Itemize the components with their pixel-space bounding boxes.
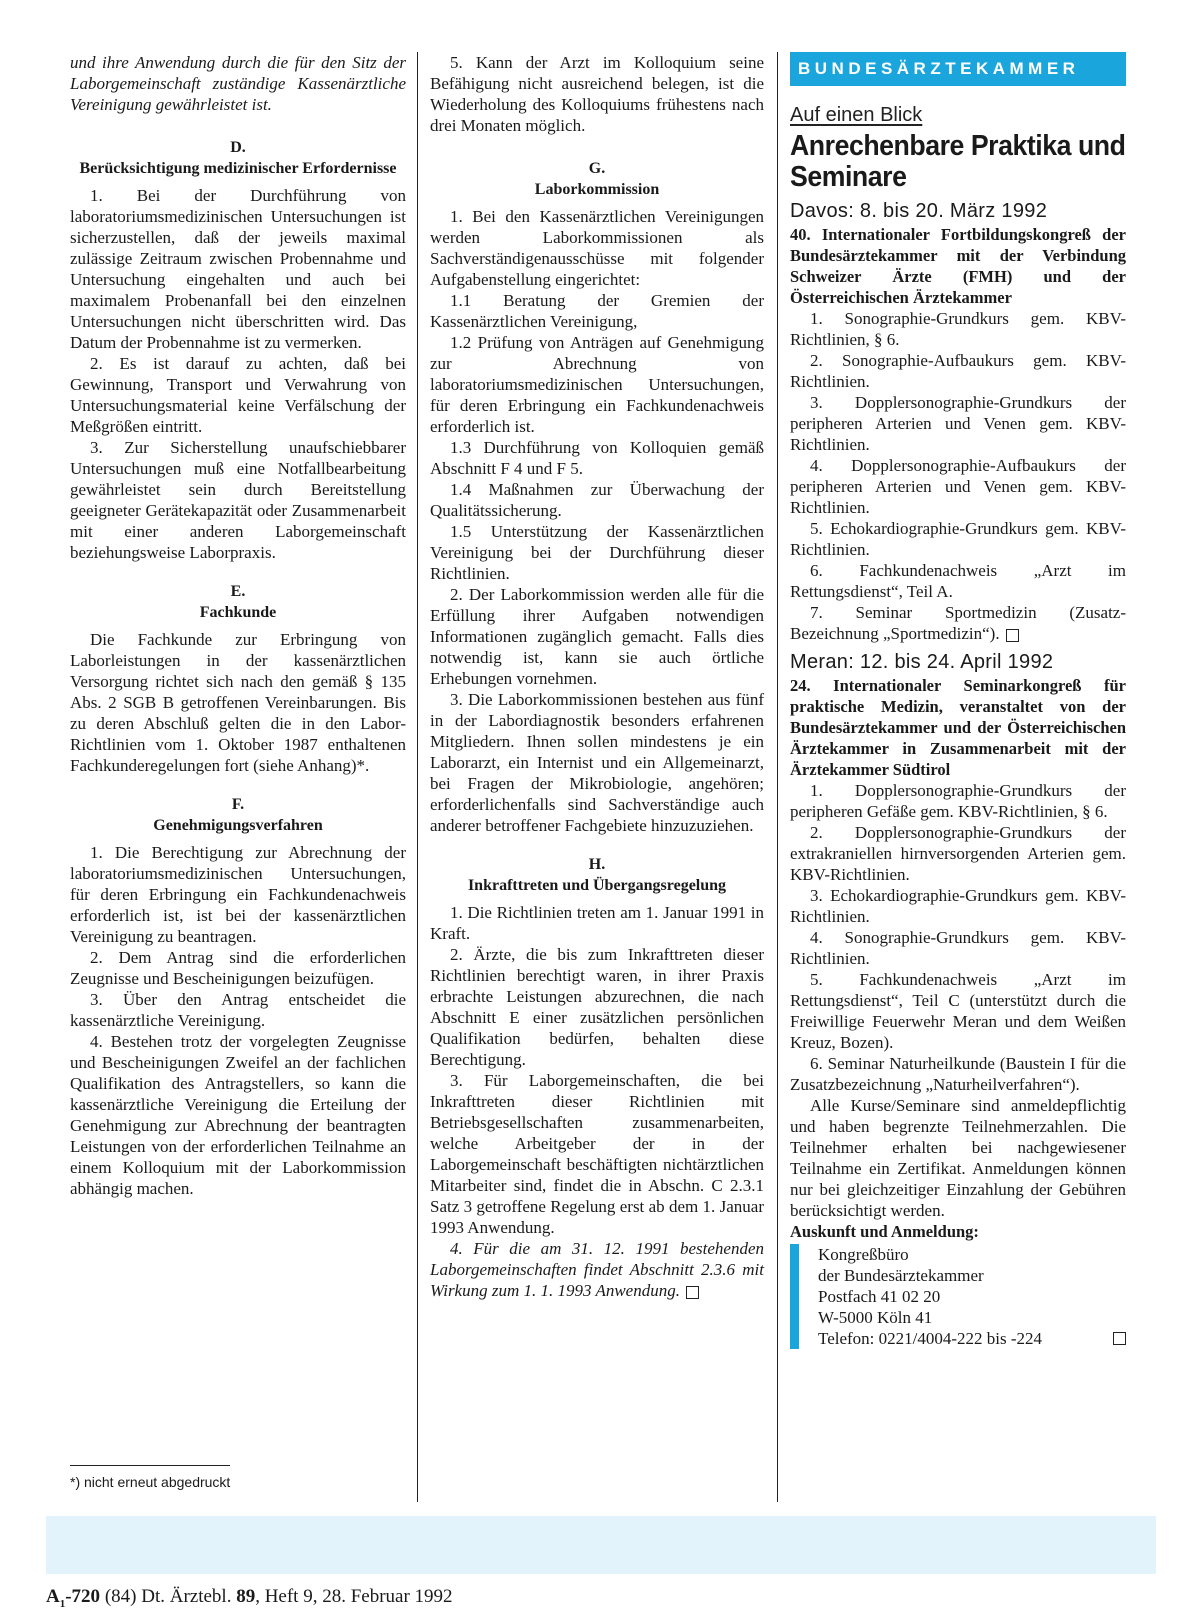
list-item: 6. Seminar Naturheilkunde (Baustein I für die Zusatzbezeichnung „Naturheilverfahren“). — [790, 1054, 1126, 1094]
paragraph: 1. Bei den Kassenärztlichen Vereinigungen werden Laborkommissionen als Sachverständigenausschüsse mit folgender Aufgabenstellung eingerichtet: — [430, 207, 764, 289]
contact-line: Postfach 41 02 20 — [818, 1287, 941, 1306]
list-item: 1. Dopplersonographie-Grundkurs der peripheren Gefäße gem. KBV-Richtlinien, § 6. — [790, 781, 1126, 821]
paragraph: 1.5 Unterstützung der Kassenärztlichen Vereinigung bei der Durchführung dieser Richtlinien. — [430, 522, 764, 583]
end-mark-icon — [686, 1286, 699, 1299]
list-item: 4. Sonographie-Grundkurs gem. KBV-Richtlinien. — [790, 928, 1126, 968]
list-item: 3. Echokardiographie-Grundkurs gem. KBV-Richtlinien. — [790, 886, 1126, 926]
section-banner: BUNDESÄRZTEKAMMER — [790, 52, 1126, 86]
end-mark-icon — [1006, 629, 1019, 642]
contact-line — [818, 1328, 1126, 1349]
page-footer — [46, 1586, 453, 1610]
section-title: Genehmigungsverfahren — [153, 817, 323, 834]
end-mark-icon — [1113, 1332, 1126, 1345]
section-e-heading — [70, 581, 406, 623]
page-number: -720 — [65, 1586, 101, 1607]
column-1 — [70, 52, 406, 1199]
paragraph: 2. Es ist darauf zu achten, daß bei Gewinnung, Transport und Verwahrung von Untersuchungsmaterial keine Verfälschung der Meßgrößen eintritt. — [70, 354, 406, 436]
paragraph: 3. Zur Sicherstellung unaufschiebbarer Untersuchungen muß eine Notfallbearbeitung gewährleistet sein durch Bereitstellung geeigneter Gerätekapazität oder Zusammenarbeit mit einer anderen Laborgemeinschaft beziehungsweise Laborpraxis. — [70, 438, 406, 562]
contact-line: Kongreßbüro — [818, 1245, 909, 1264]
page-prefix: A — [46, 1586, 60, 1607]
paragraph: 1. Die Richtlinien treten am 1. Januar 1991 in Kraft. — [430, 903, 764, 943]
list-item: 2. Sonographie-Aufbaukurs gem. KBV-Richtlinien. — [790, 351, 1126, 391]
paragraph: 2. Dem Antrag sind die erforderlichen Zeugnisse und Bescheinigungen beizufügen. — [70, 948, 406, 988]
volume: 89 — [236, 1586, 256, 1607]
page-subscript: 1 — [59, 1597, 66, 1610]
paragraph: 5. Kann der Arzt im Kolloquium seine Befähigung nicht ausreichend belegen, ist die Wiederholung des Kolloquiums frühestens nach drei Monaten möglich. — [430, 53, 764, 135]
paragraph: 2. Der Laborkommission werden alle für die Erfüllung ihrer Aufgaben notwendigen Informationen zugänglich gemacht. Falls dies notwendig ist, kann sie auch örtliche Erhebungen vornehmen. — [430, 585, 764, 688]
headline: Anrechenbare Praktika und Seminare — [790, 130, 1126, 193]
section-letter: D. — [230, 139, 246, 156]
list-item-text: 7. Seminar Sportmedizin (Zusatz-Bezeichnung „Sportmedizin“). — [790, 603, 1126, 643]
list-item: 2. Dopplersonographie-Grundkurs der extrakraniellen hirnversorgenden Arterien gem. KBV-Richtlinien. — [790, 823, 1126, 884]
paragraph: 1.1 Beratung der Gremien der Kassenärztlichen Vereinigung, — [430, 291, 764, 331]
section-title: Berücksichtigung medizinischer Erfordernisse — [79, 160, 397, 177]
paragraph: 3. Die Laborkommissionen bestehen aus fünf in der Labordiagnostik besonders erfahrenen Mitgliedern. Ihnen sollen mindestens je ein Laborarzt, ein Internist und ein Allgemeinarzt, bei Fragen der Mikrobiologie, angehören; erforderlichenfalls sind Sachverständige auch anderer betroffener Fachgebiete hinzuzuziehen. — [430, 690, 764, 835]
section-f-heading — [70, 794, 406, 836]
footer-band — [46, 1516, 1156, 1574]
paragraph: 1.3 Durchführung von Kolloquien gemäß Abschnitt F 4 und F 5. — [430, 438, 764, 478]
column-3 — [790, 52, 1126, 1349]
footnote-rule — [70, 1465, 230, 1466]
paragraph-text: 4. Für die am 31. 12. 1991 bestehenden Laborgemeinschaften findet Abschnitt 2.3.6 mit Wirkung zum 1. 1. 1993 Anwendung. — [430, 1239, 764, 1300]
contact-line: W-5000 Köln 41 — [818, 1308, 933, 1327]
issue-date: , Heft 9, 28. Februar 1992 — [255, 1586, 453, 1607]
paragraph: 2. Ärzte, die bis zum Inkrafttreten dieser Richtlinien berechtigt waren, in ihrer Praxis erbrachte Leistungen abzurechnen, die nach Abschnitt E einer zusätzlichen persönlichen Qualifikation bedürfen, behalten diese Berechtigung. — [430, 945, 764, 1069]
event-place-davos: Davos: 8. bis 20. März 1992 — [790, 200, 1048, 222]
list-item: 5. Echokardiographie-Grundkurs gem. KBV-Richtlinien. — [790, 519, 1126, 559]
list-item: 6. Fachkundenachweis „Arzt im Rettungsdienst“, Teil A. — [790, 561, 1126, 601]
section-title: Inkrafttreten und Übergangsregelung — [467, 877, 727, 894]
column-rule-2 — [777, 52, 778, 1502]
section-h-heading — [430, 854, 764, 896]
contact-label: Auskunft und Anmeldung: — [790, 1222, 979, 1241]
section-letter: H. — [588, 856, 606, 873]
section-letter: G. — [588, 160, 606, 177]
list-item — [790, 602, 1126, 644]
kicker: Auf einen Blick — [790, 104, 923, 126]
section-letter: E. — [230, 583, 246, 600]
paragraph — [430, 1238, 764, 1301]
contact-block — [790, 1244, 1126, 1349]
paragraph: 1. Bei der Durchführung von laboratoriumsmedizinischen Untersuchungen ist sicherzustellen, daß der jeweils maximal zulässige Zeitraum zwischen Probennahme und Untersuchung eingehalten und auch bei maximalem Probenanfall bei den einzelnen Untersuchungen nicht überschritten wird. Das Datum der Probennahme ist zu vermerken. — [70, 186, 406, 352]
paragraph: 3. Über den Antrag entscheidet die kassenärztliche Vereinigung. — [70, 990, 406, 1030]
event-title-davos: 40. Internationaler Fortbildungskongreß der Bundesärztekammer mit der Verbindung Schweizer Ärzte (FMH) und der Österreichischen Ärztekammer — [790, 225, 1126, 307]
section-title: Laborkommission — [534, 181, 660, 198]
paragraph: 1.2 Prüfung von Anträgen auf Genehmigung zur Abrechnung von laboratoriumsmedizinischen Untersuchungen, für deren Erbringung ein Fachkundenachweis erforderlich ist. — [430, 333, 764, 436]
list-item: 4. Dopplersonographie-Aufbaukurs der peripheren Arterien und Venen gem. KBV-Richtlinien. — [790, 456, 1126, 517]
list-item: 5. Fachkundenachweis „Arzt im Rettungsdienst“, Teil C (unterstützt durch die Freiwillige Feuerwehr Meran und dem Weißen Kreuz, Bozen). — [790, 970, 1126, 1052]
paragraph: 3. Für Laborgemeinschaften, die bei Inkrafttreten dieser Richtlinien mit Betriebsgesellschaften zusammenarbeiten, welche Arbeitgeber der in der Laborgemeinschaft beschäftigten nichtärztlichen Mitarbeiter sind, findet die in Abschn. C 2.3.1 Satz 3 getroffene Regelung erst ab dem 1. Januar 1993 Anwendung. — [430, 1071, 764, 1237]
footnote: *) nicht erneut abgedruckt — [70, 1474, 231, 1490]
intro-paragraph: und ihre Anwendung durch die für den Sitz der Laborgemeinschaft zuständige Kassenärztliche Vereinigung gewährleistet ist. — [70, 53, 406, 114]
event-place-meran: Meran: 12. bis 24. April 1992 — [790, 651, 1054, 673]
column-rule-1 — [417, 52, 418, 1502]
paragraph: 4. Bestehen trotz der vorgelegten Zeugnisse und Bescheinigungen Zweifel an der fachlichen Qualifikation des Antragstellers, so kann die kassenärztliche Vereinigung die Erteilung der Genehmigung zur Abrechnung der beantragten Leistungen von der erforderlichen Teilnahme an einem Kolloquium mit der Laborkommission abhängig machen. — [70, 1032, 406, 1198]
contact-phone: Telefon: 0221/4004-222 bis -224 — [818, 1329, 1043, 1348]
paragraph: 1.4 Maßnahmen zur Überwachung der Qualitätssicherung. — [430, 480, 764, 520]
list-item: 1. Sonographie-Grundkurs gem. KBV-Richtlinien, § 6. — [790, 309, 1126, 349]
column-2 — [430, 52, 764, 1301]
section-g-heading — [430, 158, 764, 200]
contact-line: der Bundesärztekammer — [818, 1266, 984, 1285]
note-paragraph: Alle Kurse/Seminare sind anmeldepflichtig und haben begrenzte Teilnehmerzahlen. Die Teilnehmer erhalten bei nachgewiesener Teilnahme ein Zertifikat. Anmeldungen können nur bei gleichzeitiger Einzahlung der Gebühren berücksichtigt werden. — [790, 1096, 1126, 1220]
list-item: 3. Dopplersonographie-Grundkurs der peripheren Arterien und Venen gem. KBV-Richtlinien. — [790, 393, 1126, 454]
paragraph: 1. Die Berechtigung zur Abrechnung der laboratoriumsmedizinischen Untersuchungen, für deren Erbringung ein Fachkundenachweis erforderlich ist, ist bei der kassenärztlichen Vereinigung zu beantragen. — [70, 843, 406, 946]
section-letter: F. — [231, 796, 245, 813]
section-d-heading — [70, 137, 406, 179]
paragraph: Die Fachkunde zur Erbringung von Laborleistungen in der kassenärztlichen Versorgung richtet sich nach den gemäß § 135 Abs. 2 SGB B getroffenen Vereinbarungen. Bis zu deren Abschluß gelten die in den Labor-Richtlinien vom 1. Oktober 1987 enthaltenen Fachkunderegelungen fort (siehe Anhang)*. — [70, 630, 406, 775]
event-title-meran: 24. Internationaler Seminarkongreß für praktische Medizin, veranstaltet von der Bundesärztekammer und der Österreichischen Ärztekammer in Zusammenarbeit mit der Ärztekammer Südtirol — [790, 676, 1126, 779]
section-title: Fachkunde — [199, 604, 277, 621]
journal-ref: (84) Dt. Ärztebl. — [100, 1586, 237, 1607]
